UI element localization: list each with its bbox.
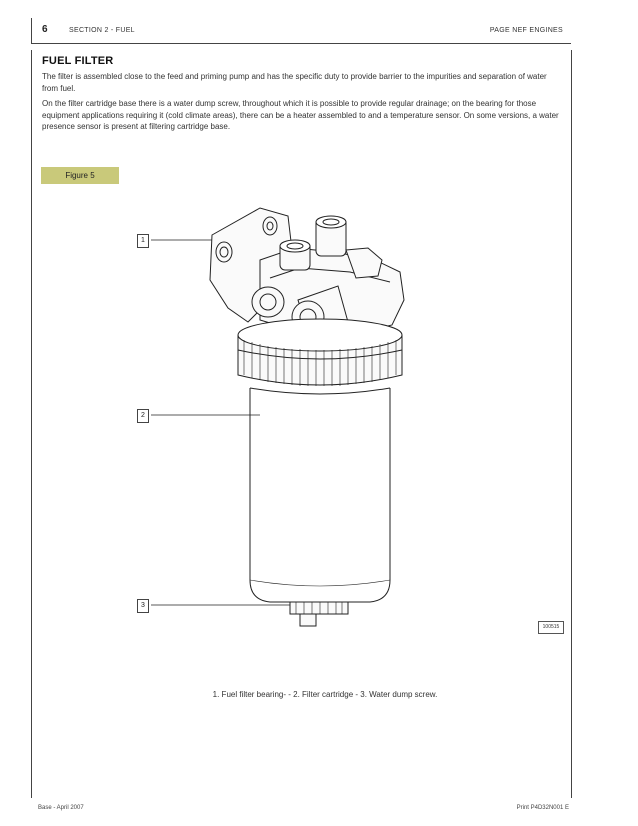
publication-title: PAGE NEF ENGINES [489,27,563,34]
body-right-rule [571,50,572,798]
body-left-rule [31,50,32,798]
paragraph-intro: The filter is assembled close to the feed and priming pump and has the specific duty to provide barrier to the impurities and separation of water from fuel. [42,72,547,93]
figure-label: Figure 5 [41,167,119,184]
footer-print-code: Print P4D32N001 E [516,805,569,811]
fuel-filter-illustration [120,190,560,640]
callout-3: 3 [137,599,149,613]
callout-2: 2 [137,409,149,423]
header-horizontal-rule [31,43,571,44]
figure-caption: 1. Fuel filter bearing- - 2. Filter cartridge - 3. Water dump screw. [212,690,438,699]
article-title: FUEL FILTER [42,55,114,67]
callout-1: 1 [137,234,149,248]
section-title: SECTION 2 - FUEL [69,27,135,34]
footer-edition: Base - April 2007 [38,805,84,811]
figure-code: 100515 [538,621,564,634]
paragraph-details: On the filter cartridge base there is a water dump screw, throughout which it is possible to provide regular drainage; on the bearing for those equipment applications requiring it (cold climate areas), there can be a heater assembled to and a temperature sensor. On some versions, a water presence sensor is present at filtering cartridge base. [42,99,559,131]
page-number: 6 [42,24,48,35]
header-vertical-rule [31,18,32,44]
